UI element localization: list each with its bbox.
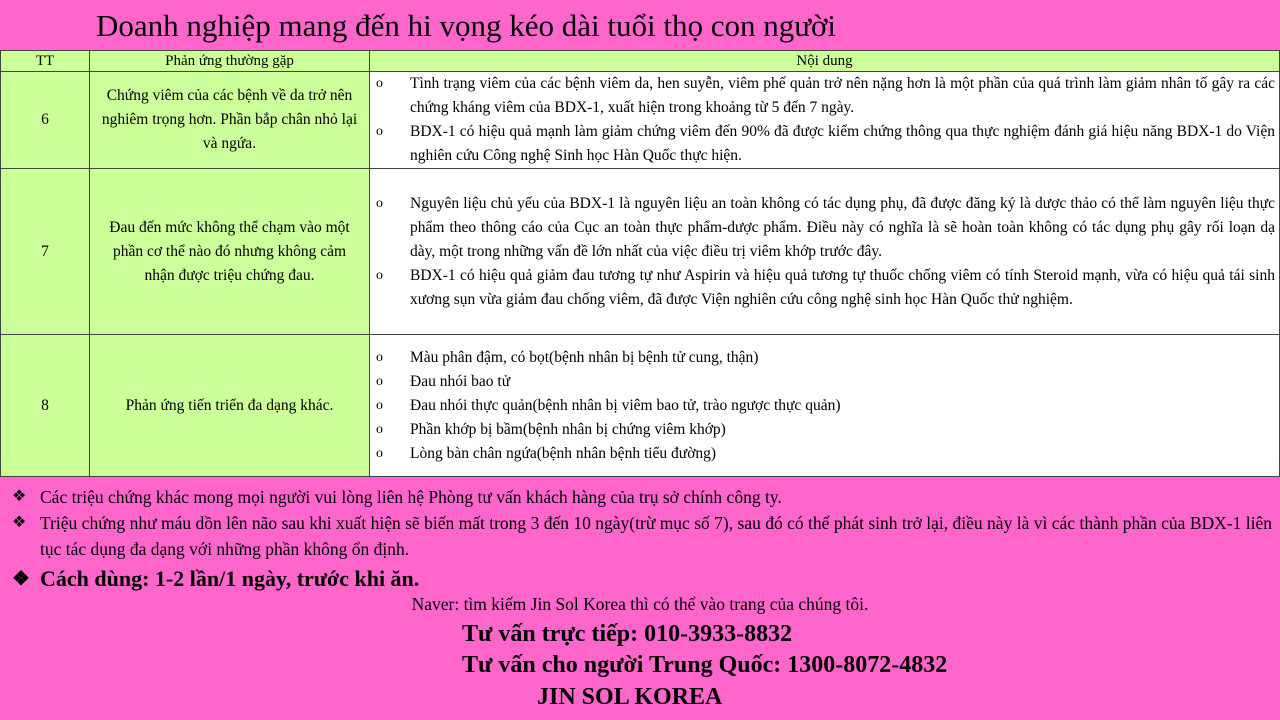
bullet-text: Nguyên liệu chủ yếu của BDX-1 là nguyên liệu an toàn không có tác dụng phụ, đã được đăng ký là dược thảo có thể làm nguyên liệu thực phẩm theo thông cáo của Cục an toàn thực phẩm-dược phẩm. Điều này có nghĩa là sẽ hoàn toàn không có tác dụng phụ gây rối loạn dạ dày, một trong những vấn đề lớn nhất của việc điều trị viêm khớp trước đây. (410, 194, 1275, 260)
row-reaction (90, 72, 370, 169)
bullet-text: Đau nhói thực quản(bệnh nhân bị viêm bao tử, trào ngược thực quản) (410, 396, 841, 414)
bullet-text: Đau nhói bao tử (410, 372, 511, 390)
diamond-bullet-icon: ❖ (12, 568, 30, 590)
bullet-text: Tình trạng viêm của các bệnh viêm da, hen suyễn, viêm phế quản trở nên nặng hơn là một phần của quá trình làm giảm nhân tố gây ra các chứng kháng viêm của BDX-1, xuất hiện trong khoảng từ 5 đến 7 ngày. (410, 75, 1275, 116)
note-item (12, 484, 1272, 510)
note-text: Triệu chứng như máu dồn lên não sau khi xuất hiện sẽ biến mất trong 3 đến 10 ngày(trừ mục số 7), sau đó có thể phát sinh trở lại, điều này là vì các thành phần của BDX-1 liên tục tác dụng đa dạng với những phần không ổn định. (40, 513, 1272, 559)
list-item (370, 346, 1275, 370)
bullet-circle-icon: o (376, 76, 383, 91)
contact-chinese: Tư vấn cho người Trung Quốc: 1300-8072-4832 (462, 652, 948, 678)
usage-instruction (12, 564, 1272, 594)
bullet-circle-icon: o (376, 397, 383, 413)
reactions-table (0, 50, 1280, 477)
list-item (370, 442, 1275, 466)
row-number: 6 (1, 72, 90, 169)
reaction-text: Phản ứng tiến triển đa dạng khác. (125, 396, 334, 414)
list-item (370, 120, 1275, 168)
note-text: Các triệu chứng khác mong mọi người vui lòng liên hệ Phòng tư vấn khách hàng của trụ sở chính công ty. (40, 487, 782, 507)
row-content (370, 335, 1280, 477)
bullet-text: Lòng bàn chân ngứa(bệnh nhân bệnh tiểu đường) (410, 444, 717, 462)
diamond-bullet-icon: ❖ (12, 488, 27, 505)
table-row (1, 72, 1280, 169)
table-header-row (1, 51, 1280, 72)
list-item (370, 72, 1275, 120)
diamond-bullet-icon: ❖ (12, 514, 27, 531)
table-row (1, 335, 1280, 477)
page-title: Doanh nghiệp mang đến hi vọng kéo dài tuổi thọ con người (96, 8, 837, 43)
list-item (370, 370, 1275, 394)
reaction-text: Đau đến mức không thể chạm vào một phần cơ thể nào đó nhưng không cảm nhận được triệu chứng đau. (109, 218, 350, 284)
reaction-text: Chứng viêm của các bệnh về da trở nên nghiêm trọng hơn. Phần bắp chân nhỏ lại và ngứa. (101, 87, 358, 152)
bullet-circle-icon: o (376, 373, 383, 389)
contact-direct: Tư vấn trực tiếp: 010-3933-8832 (462, 621, 793, 647)
usage-text: Cách dùng: 1-2 lần/1 ngày, trước khi ăn. (40, 566, 420, 591)
bullet-circle-icon: o (376, 349, 383, 365)
list-item (370, 418, 1275, 442)
row-content (370, 169, 1280, 335)
bullet-circle-icon: o (376, 195, 383, 211)
list-item (370, 264, 1275, 312)
brand-name: JIN SOL KOREA (537, 684, 723, 710)
bullet-circle-icon: o (376, 445, 383, 461)
note-item (12, 510, 1272, 562)
row-number: 7 (1, 169, 90, 335)
row-reaction (90, 335, 370, 477)
list-item (370, 394, 1275, 418)
row-content (370, 72, 1280, 169)
table-row (1, 169, 1280, 335)
bullet-text: Phần khớp bị bầm(bệnh nhân bị chứng viêm khớp) (410, 420, 726, 438)
bullet-circle-icon: o (376, 124, 383, 139)
notes-section (12, 484, 1272, 594)
row-number: 8 (1, 335, 90, 477)
row-reaction (90, 169, 370, 335)
header-content: Nội dung (370, 51, 1280, 72)
bullet-text: Màu phân đậm, có bọt(bệnh nhân bị bệnh tử cung, thận) (410, 348, 759, 366)
header-tt: TT (1, 51, 90, 72)
list-item (370, 192, 1275, 264)
naver-search-hint: Naver: tìm kiếm Jin Sol Korea thì có thể vào trang của chúng tôi. (411, 594, 869, 614)
header-reaction: Phản ứng thường gặp (90, 51, 370, 72)
bullet-text: BDX-1 có hiệu quả mạnh làm giảm chứng viêm đến 90% đã được kiểm chứng thông qua thực nghiệm đánh giá hiệu năng BDX-1 do Viện nghiên cứu Công nghệ Sinh học Hàn Quốc thực hiện. (410, 123, 1275, 164)
bullet-circle-icon: o (376, 421, 383, 437)
bullet-circle-icon: o (376, 267, 383, 283)
bullet-text: BDX-1 có hiệu quả giảm đau tương tự như Aspirin và hiệu quả tương tự thuốc chống viêm có tính Steroid mạnh, vừa có hiệu quả tái sinh xương sụn vừa giảm đau chống viêm, đã được Viện nghiên cứu công nghệ sinh học Hàn Quốc thử nghiệm. (410, 266, 1275, 308)
